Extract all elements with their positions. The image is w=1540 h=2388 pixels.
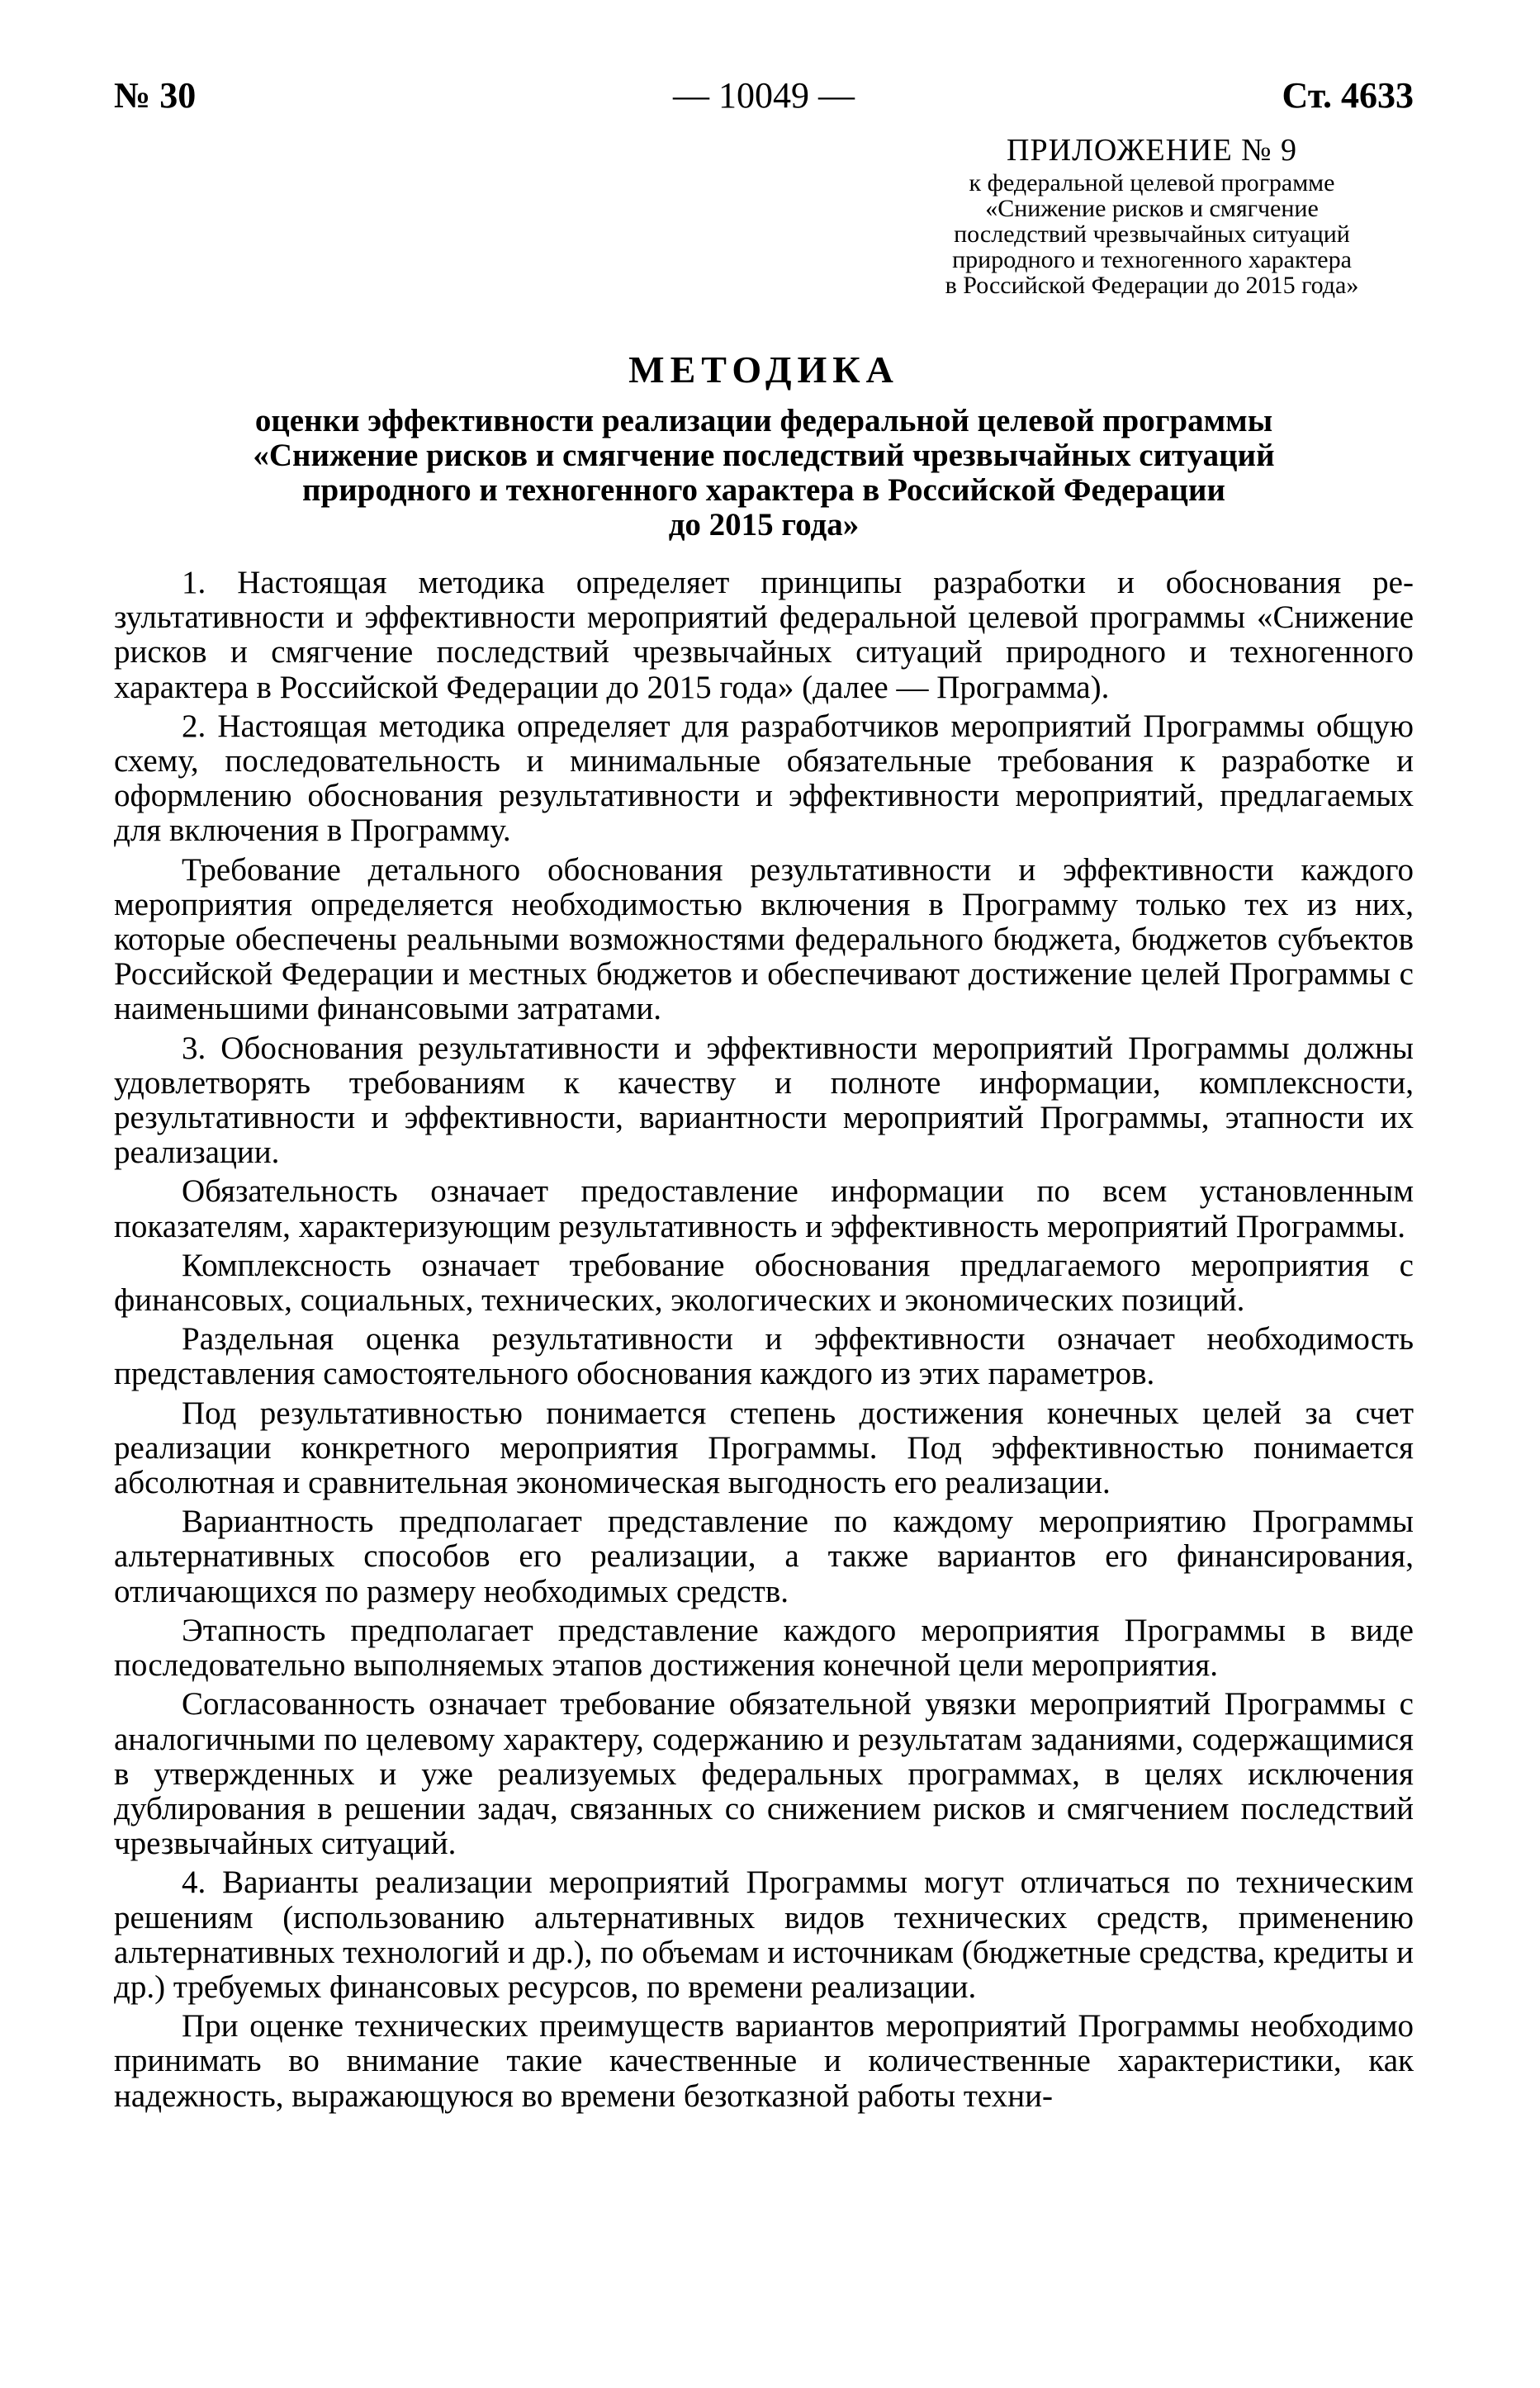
subtitle-line: природного и техногенного характера в Российской Федерации <box>302 472 1225 508</box>
page-number: — 10049 — <box>673 75 855 116</box>
paragraph: 2. Настоящая методика определяет для разработчиков мероприятий Программы общую схему, последовательность и минимальные обязательные требования к разработке и оформлению обоснования результативности и эффективности мероприятий, предлагаемых для включения в Программу. <box>114 708 1414 849</box>
paragraph: Этапность предполагает представление каждого мероприятия Программы в виде последовательно выполняемых этапов достижения конечной цели мероприятия. <box>114 1612 1414 1684</box>
subtitle-line: до 2015 года» <box>668 507 860 543</box>
document-body <box>114 566 1414 2114</box>
appendix-line: к федеральной целевой программе <box>969 169 1335 197</box>
paragraph: Раздельная оценка результативности и эффективности означает необходимость представления самостоятельного обоснования каждого из этих параметров. <box>114 1321 1414 1392</box>
appendix-line: последствий чрезвычайных ситуаций <box>954 220 1350 248</box>
paragraph: Под результативностью понимается степень достижения конечных целей за счет реализации конкретного мероприятия Программы. Под эффективностью понимается абсолютная и сравнительная экономическая выгодность его реализации. <box>114 1395 1414 1501</box>
appendix-line: природного и техногенного характера <box>952 246 1352 273</box>
document-subtitle <box>114 404 1414 543</box>
paragraph: Комплексность означает требование обоснования предлагаемого мероприятия с финансовых, социальных, технических, экологических и экономических позиций. <box>114 1247 1414 1319</box>
paragraph: При оценке технических преимуществ вариантов мероприятий Программы необходимо принимать во внимание такие качественные и количественные характеристики, как надежность, выражающуюся во времени безотказной работы техни- <box>114 2008 1414 2114</box>
appendix-block <box>890 130 1414 298</box>
appendix-line: в Российской Федерации до 2015 года» <box>945 272 1359 299</box>
paragraph: 4. Варианты реализации мероприятий Программы могут отличаться по техническим решениям (использованию альтернативных видов технических средств, применению альтернативных технологий и др.), по объемам и источникам (бюджетные средства, кредиты и др.) требуемых финансовых ресурсов, по времени реализации. <box>114 1864 1414 2005</box>
article-number: Ст. 4633 <box>1282 75 1414 116</box>
subtitle-line: «Снижение рисков и смягчение последствий чрезвычайных ситуаций <box>253 438 1275 473</box>
paragraph: Согласованность означает требование обязательной увязки мероприятий Программы с аналогичными по целевому характеру, содержанию и результатам заданиями, содержащимися в утвержденных и уже реализуемых федеральных программах, в целях исключения дублирования в решении задач, связанных со снижением рисков и смягчением последствий чрезвычайных ситуаций. <box>114 1686 1414 1862</box>
paragraph: 1. Настоящая методика определяет принципы разработки и обоснования результативности и эффективности мероприятий федеральной целевой программы «Снижение рисков и смягчение последствий чрезвычайных ситуаций природного и техногенного характера в Российской Федерации до 2015 года» (далее — Программа). <box>114 565 1414 705</box>
document-title: МЕТОДИКА <box>628 348 899 391</box>
paragraph: Требование детального обоснования результативности и эффективности каждого мероприятия определяется необходимостью включения в Программу только тех из них, которые обеспечены реальными возможностями федерального бюджета, бюджетов субъектов Российской Федерации и местных бюджетов и обеспечивают достижение целей Программы с наименьшими финансовыми затратами. <box>114 851 1414 1027</box>
document-page <box>114 69 1414 2118</box>
running-header <box>114 69 1414 122</box>
appendix-title: ПРИЛОЖЕНИЕ № 9 <box>1007 133 1297 168</box>
paragraph: Обязательность означает предоставление информации по всем установленным показателям, характеризующим результативность и эффективность мероприятий Программы. <box>114 1173 1414 1244</box>
paragraph: 3. Обоснования результативности и эффективности мероприятий Программы должны удовлетворять требованиям к качеству и полноте информации, комплексности, результативности и эффективности, вариантности мероприятий Программы, этапности их реализации. <box>114 1030 1414 1171</box>
subtitle-line: оценки эффективности реализации федеральной целевой программы <box>254 403 1273 438</box>
paragraph: Вариантность предполагает представление по каждому мероприятию Программы альтернативных способов его реализации, а также вариантов его финансирования, отличающихся по размеру необходимых средств. <box>114 1504 1414 1609</box>
issue-number: № 30 <box>114 75 197 116</box>
appendix-line: «Снижение рисков и смягчение <box>985 195 1319 222</box>
